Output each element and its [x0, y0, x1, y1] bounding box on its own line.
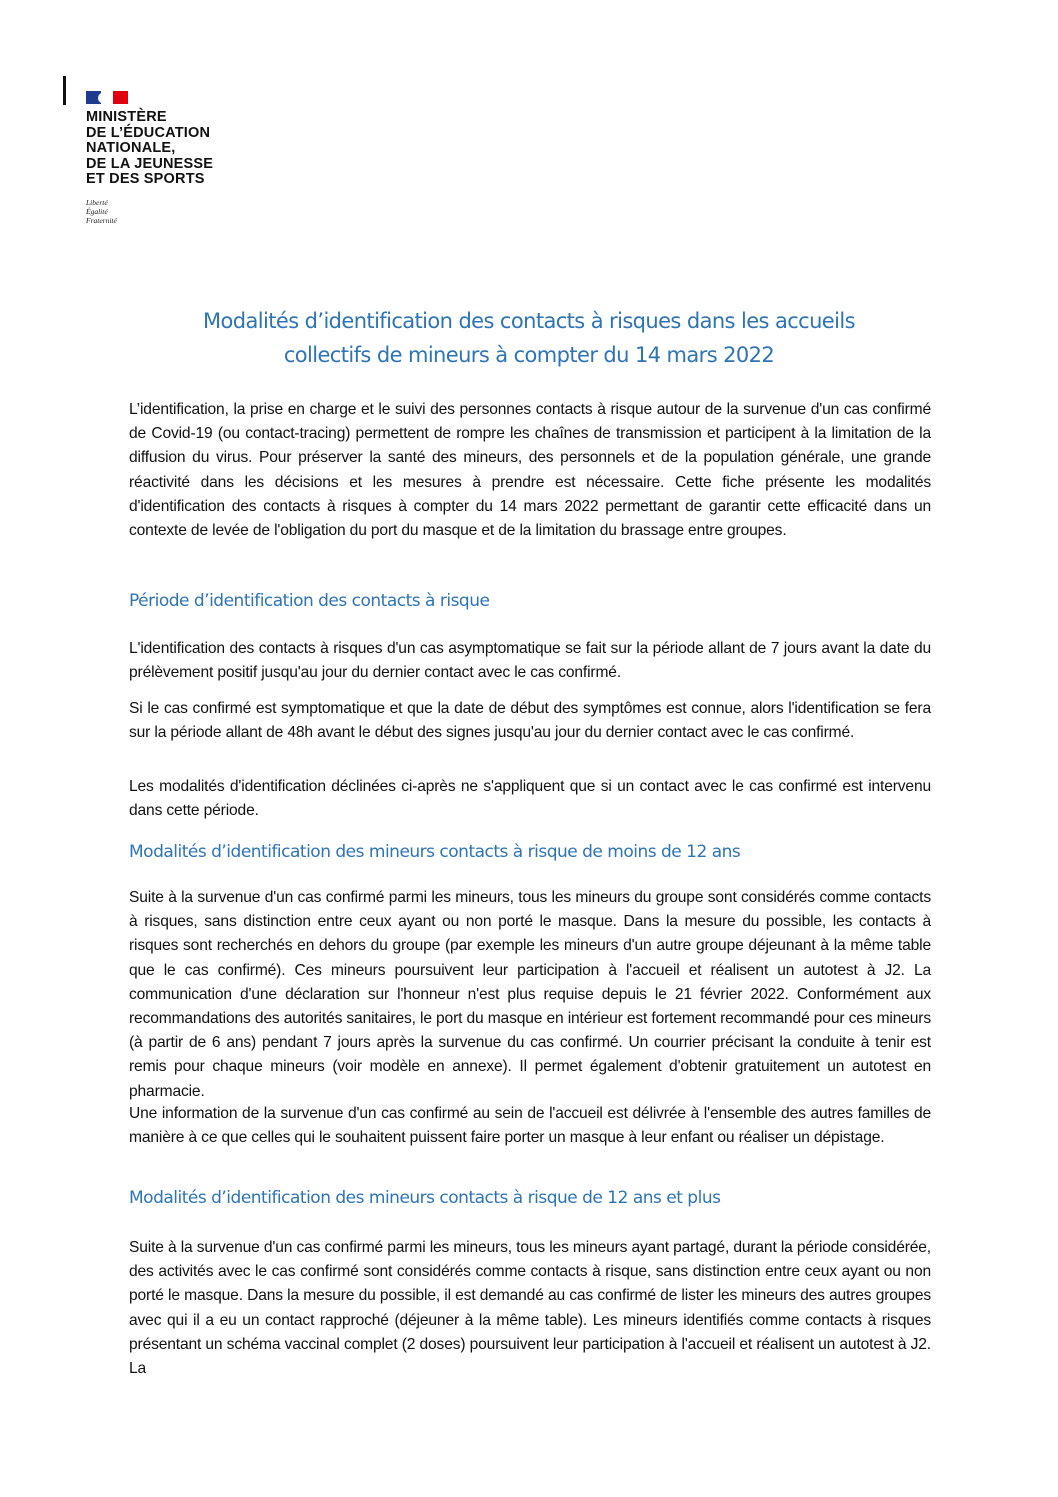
paragraph: Une information de la survenue d'un cas confirmé au sein de l'accueil est délivrée à l'ensemble des autres familles de manière à ce que celles qui le souhaitent puissent faire porter un masque à leur enfant ou réaliser un dépistage. [129, 1105, 931, 1147]
ministry-name [86, 110, 213, 188]
ministry-line: ET DES SPORTS [86, 171, 205, 187]
ministry-line: DE L’ÉDUCATION [86, 124, 211, 141]
section-heading: Modalités d’identification des mineurs contacts à risque de 12 ans et plus [129, 1188, 721, 1208]
title-line: collectifs de mineurs à compter du 14 mars 2022 [283, 343, 775, 367]
paragraph: Les modalités d'identification déclinées ci-après ne s'appliquent que si un contact avec le cas confirmé est intervenu dans cette période. [129, 778, 931, 820]
motto-line: Liberté [86, 198, 108, 207]
paragraph: Suite à la survenue d'un cas confirmé parmi les mineurs, tous les mineurs ayant partagé, durant la période considérée, des activités avec le cas confirmé sont considérés comme contacts à risque, sans distinction entre ceux ayant ou non porté le masque. Dans la mesure du possible, il est demandé au cas confirmé de lister les mineurs des autres groupes avec qui il a eu un contact rapproché (déjeuner à la même table). Les mineurs identifiés comme contacts à risques présentant un schéma vaccinal complet (2 doses) poursuivent leur participation à l'accueil et réalisent un autotest à J2. La [129, 1239, 931, 1378]
motto-line: Égalité [86, 207, 108, 216]
section-heading: Modalités d’identification des mineurs contacts à risque de moins de 12 ans [129, 842, 741, 862]
ministry-line: MINISTÈRE [86, 109, 167, 125]
marianne-flag-icon [86, 91, 128, 104]
paragraph: Si le cas confirmé est symptomatique et que la date de début des symptômes est connue, alors l'identification se fera sur la période allant de 48h avant le début des signes jusqu'au jour du dernier contact avec le cas confirmé. [129, 700, 931, 742]
republic-motto [86, 198, 117, 225]
paragraph: L'identification des contacts à risques d'un cas asymptomatique se fait sur la période allant de 7 jours avant la date du prélèvement positif jusqu'au jour du dernier contact avec le cas confirmé. [129, 640, 931, 682]
intro-paragraph: L’identification, la prise en charge et le suivi des personnes contacts à risque autour de la survenue d'un cas confirmé de Covid-19 (ou contact-tracing) permettent de rompre les chaînes de transmission et participent à la limitation de la diffusion du virus. Pour préserver la santé des mineurs, des personnels et de la population générale, une grande réactivité dans les décisions et les mesures à prendre est nécessaire. Cette fiche présente les modalités d'identification des contacts à risques à compter du 14 mars 2022 permettant de garantir cette efficacité dans un contexte de levée de l'obligation du port du masque et de la limitation du brassage entre groupes. [129, 401, 931, 540]
ministry-line: NATIONALE, [86, 140, 176, 156]
motto-line: Fraternité [86, 216, 117, 225]
document-title [100, 304, 958, 372]
paragraph: Suite à la survenue d'un cas confirmé parmi les mineurs, tous les mineurs du groupe sont considérés comme contacts à risques, sans distinction entre ceux ayant ou non porté le masque. Dans la mesure du possible, les contacts à risques sont recherchés en dehors du groupe (par exemple les mineurs d'un autre groupe déjeunant à la même table que le cas confirmé). Ces mineurs poursuivent leur participation à l'accueil et réalisent un autotest à J2. La communication d'une déclaration sur l'honneur n'est plus requise depuis le 21 février 2022. Conformément aux recommandations des autorités sanitaires, le port du masque en intérieur est fortement recommandé pour ces mineurs (à partir de 6 ans) pendant 7 jours après la survenue du cas confirmé. Un courrier précisant la conduite à tenir est remis pour chaque mineurs (voir modèle en annexe). Il permet également d'obtenir gratuitement un autotest en pharmacie. [129, 889, 931, 1100]
logo-bar [63, 76, 66, 105]
ministry-line: DE LA JEUNESSE [86, 155, 214, 172]
title-line: Modalités d’identification des contacts à risques dans les accueils [203, 309, 855, 333]
section-heading: Période d’identification des contacts à risque [129, 591, 490, 611]
